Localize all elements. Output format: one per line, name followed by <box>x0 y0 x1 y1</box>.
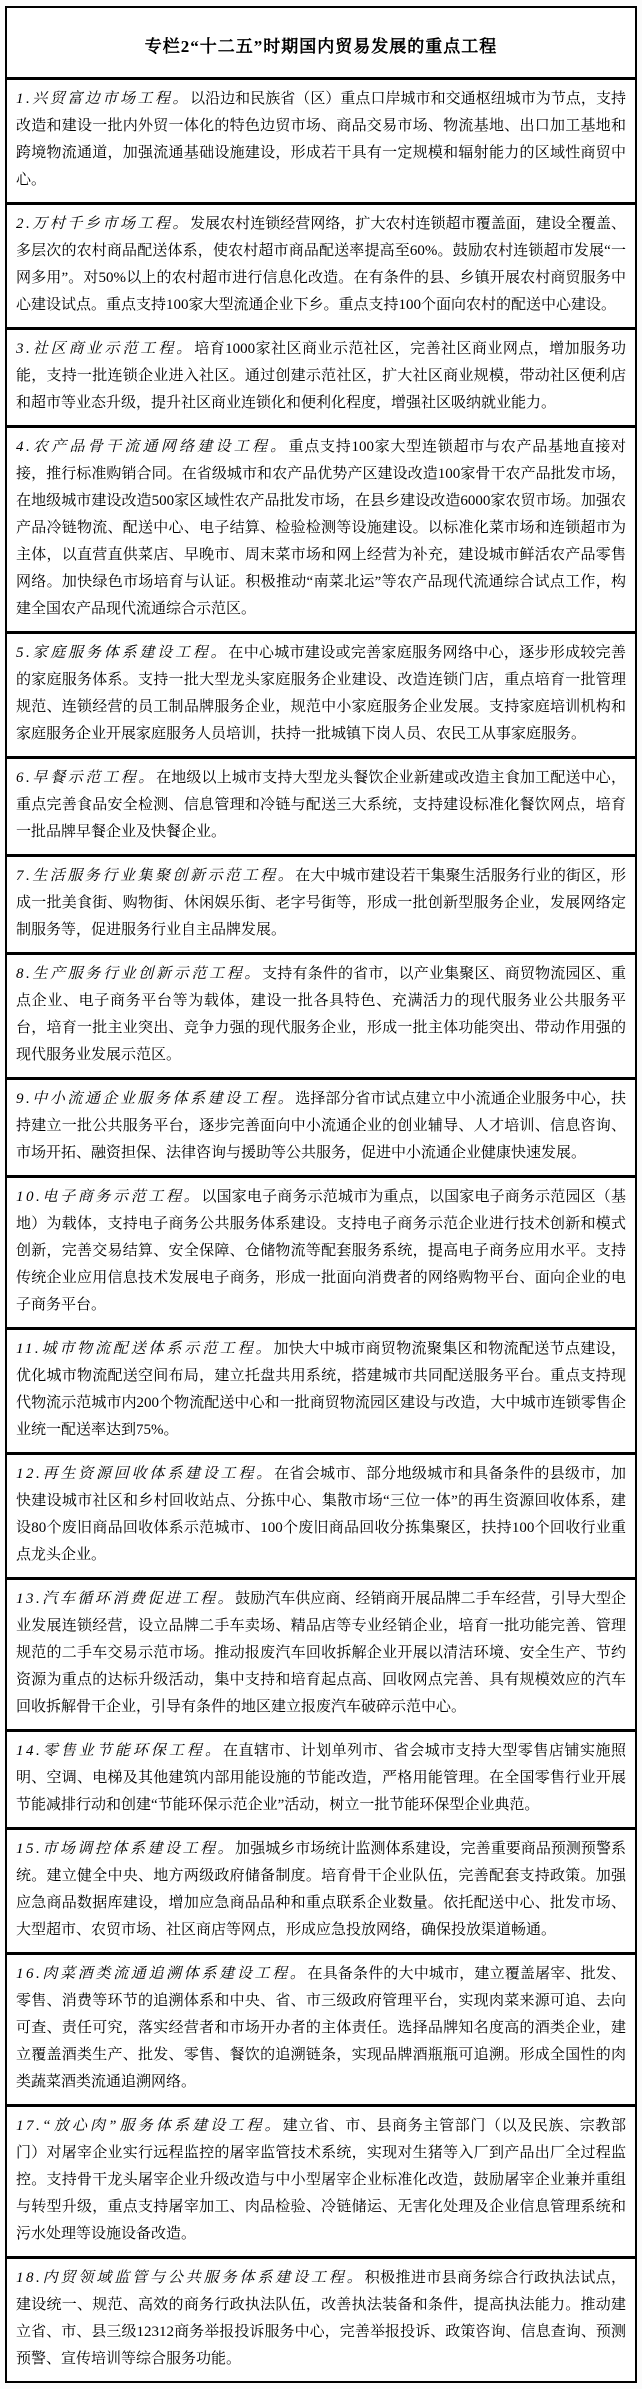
project-name: 9.中小流通企业服务体系建设工程。 <box>16 1091 296 1107</box>
project-text <box>7 759 635 854</box>
project-item-17 <box>7 2104 635 2256</box>
project-text <box>7 1732 635 1827</box>
project-name: 5.家庭服务体系建设工程。 <box>16 645 229 661</box>
project-name: 17.“放心肉”服务体系建设工程。 <box>16 2118 283 2134</box>
project-text <box>7 1830 635 1952</box>
project-text <box>7 634 635 756</box>
project-text <box>7 1455 635 1577</box>
project-body: 鼓励汽车供应商、经销商开展品牌二手车经营，引导大型企业发展连锁经营，设立品牌二手车卖场、精品店等专业经销企业，培育一批功能完善、管理规范的二手车交易示范市场。推动报废汽车回收拆解企业开展以清洁环境、安全生产、节约资源为重点的达标升级活动，集中支持和培育起点高、回收网点完善、具有规模效应的汽车回收拆解骨干企业，引导有条件的地区建立报废汽车破碎示范中心。 <box>16 1591 626 1715</box>
project-text <box>7 1178 635 1327</box>
project-body: 在直辖市、计划单列市、省会城市支持大型零售店铺实施照明、空调、电梯及其他建筑内部用能设施的节能改造，严格用能管理。在全国零售行业开展节能减排行动和创建“节能环保示范企业”活动，树立一批节能环保型企业典范。 <box>16 1743 626 1813</box>
project-item-1 <box>7 80 635 202</box>
project-item-5 <box>7 631 635 756</box>
project-text <box>7 428 635 631</box>
project-text <box>7 2259 635 2381</box>
panel-title: 专栏2“十二五”时期国内贸易发展的重点工程 <box>7 8 635 80</box>
project-body: 发展农村连锁经营网络，扩大农村连锁超市覆盖面，建设全覆盖、多层次的农村商品配送体系，使农村超市商品配送率提高至60%。鼓励农村连锁超市发展“一网多用”。对50%以上的农村超市进行信息化改造。在有条件的县、乡镇开展农村商贸服务中心建设试点。重点支持100家大型流通企业下乡。重点支持100个面向农村的配送中心建设。 <box>16 216 626 313</box>
project-text <box>7 1080 635 1175</box>
project-body: 培育1000家社区商业示范社区，完善社区商业网点，增加服务功能，支持一批连锁企业进入社区。通过创建示范社区，扩大社区商业规模，带动社区便利店和超市等业态升级，提升社区商业连锁化和便利化程度，增强社区吸纳就业能力。 <box>16 341 626 411</box>
project-name: 8.生产服务行业创新示范工程。 <box>16 966 263 982</box>
project-item-16 <box>7 1952 635 2104</box>
project-body: 加快大中城市商贸物流聚集区和物流配送节点建设，优化城市物流配送空间布局，建立托盘共用系统，搭建城市共同配送服务平台。重点支持现代物流示范城市内200个物流配送中心和一批商贸物流园区建设与改造，大中城市连锁零售企业统一配送率达到75%。 <box>16 1341 626 1438</box>
project-body: 支持有条件的省市，以产业集聚区、商贸物流园区、重点企业、电子商务平台等为载体，建设一批各具特色、充满活力的现代服务业公共服务平台，培育一批主业突出、竞争力强的现代服务企业，形成一批主体功能突出、带动作用强的现代服务业发展示范区。 <box>16 966 626 1063</box>
project-name: 18.内贸领域监管与公共服务体系建设工程。 <box>16 2270 365 2286</box>
project-name: 1.兴贸富边市场工程。 <box>16 91 191 107</box>
project-name: 7.生活服务行业集聚创新示范工程。 <box>16 868 296 884</box>
project-text <box>7 330 635 425</box>
project-body: 在省会城市、部分地级城市和具备条件的县级市，加快建设城市社区和乡村回收站点、分拣中心、集散市场“三位一体”的再生资源回收体系，建设80个废旧商品回收体系示范城市、100个废旧商品回收分拣集聚区，扶持100个回收行业重点龙头企业。 <box>16 1466 626 1563</box>
project-name: 13.汽车循环消费促进工程。 <box>16 1591 236 1607</box>
project-name: 14.零售业节能环保工程。 <box>16 1743 223 1759</box>
project-body: 在大中城市建设若干集聚生活服务行业的街区，形成一批美食街、购物街、休闲娱乐街、老字号街等，形成一批创新型服务企业，发展网络定制服务等，促进服务行业自主品牌发展。 <box>16 868 626 938</box>
project-text <box>7 1580 635 1729</box>
project-item-2 <box>7 202 635 327</box>
project-name: 12.再生资源回收体系建设工程。 <box>16 1466 275 1482</box>
project-name: 6.早餐示范工程。 <box>16 770 157 786</box>
project-name: 16.肉菜酒类流通追溯体系建设工程。 <box>16 1966 308 1982</box>
project-text <box>7 1955 635 2104</box>
project-item-10 <box>7 1175 635 1327</box>
project-item-12 <box>7 1452 635 1577</box>
project-item-4 <box>7 425 635 631</box>
project-name: 15.市场调控体系建设工程。 <box>16 1841 236 1857</box>
project-item-11 <box>7 1327 635 1452</box>
project-body: 选择部分省市试点建立中小流通企业服务中心，扶持建立一批公共服务平台，逐步完善面向中小流通企业的创业辅导、人才培训、信息咨询、市场开拓、融资担保、法律咨询与援助等公共服务，促进中小流通企业健康快速发展。 <box>16 1091 626 1161</box>
project-body: 以沿边和民族省（区）重点口岸城市和交通枢纽城市为节点，支持改造和建设一批内外贸一体化的特色边贸市场、商品交易市场、物流基地、出口加工基地和跨境物流通道，加强流通基础设施建设，形成若干具有一定规模和辐射能力的区域性商贸中心。 <box>16 91 626 188</box>
project-item-6 <box>7 756 635 854</box>
project-body: 以国家电子商务示范城市为重点，以国家电子商务示范园区（基地）为载体，支持电子商务公共服务体系建设。支持电子商务示范企业进行技术创新和模式创新，完善交易结算、安全保障、仓储物流等配套服务系统，提高电子商务应用水平。支持传统企业应用信息技术发展电子商务，形成一批面向消费者的网络购物平台、面向企业的电子商务平台。 <box>16 1189 626 1313</box>
project-item-15 <box>7 1827 635 1952</box>
project-text <box>7 857 635 952</box>
project-text <box>7 955 635 1077</box>
project-text <box>7 2107 635 2256</box>
project-body: 积极推进市县商务综合行政执法试点，建设统一、规范、高效的商务行政执法队伍，改善执法装备和条件，提高执法能力。推动建立省、市、县三级12312商务举报投诉服务中心，完善举报投诉、政策咨询、信息查询、预测预警、宣传培训等综合服务功能。 <box>16 2270 626 2367</box>
project-name: 4.农产品骨干流通网络建设工程。 <box>16 439 289 455</box>
project-name: 3.社区商业示范工程。 <box>16 341 195 357</box>
project-body: 建立省、市、县商务主管部门（以及民族、宗教部门）对屠宰企业实行远程监控的屠宰监管技术系统，实现对生猪等入厂到产品出厂全过程监控。支持骨干龙头屠宰企业升级改造与中小型屠宰企业标准化改造，鼓励屠宰企业兼并重组与转型升级，重点支持屠宰加工、肉品检验、冷链储运、无害化处理及企业信息管理系统和污水处理等设施设备改造。 <box>16 2118 626 2242</box>
project-item-8 <box>7 952 635 1077</box>
project-body: 重点支持100家大型连锁超市与农产品基地直接对接，推行标准购销合同。在省级城市和农产品优势产区建设改造100家骨干农产品批发市场，在地级城市建设改造500家区域性农产品批发市场，在县乡建设改造6000家农贸市场。加强农产品冷链物流、配送中心、电子结算、检验检测等设施建设。以标准化菜市场和连锁超市为主体，以直营直供菜店、早晚市、周末菜市场和网上经营为补充，建设城市鲜活农产品零售网络。加快绿色市场培育与认证。积极推动“南菜北运”等农产品现代流通综合试点工作，构建全国农产品现代流通综合示范区。 <box>16 439 626 617</box>
project-body: 在地级以上城市支持大型龙头餐饮企业新建或改造主食加工配送中心，重点完善食品安全检测、信息管理和冷链与配送三大系统，支持建设标准化餐饮网点，培育一批品牌早餐企业及快餐企业。 <box>16 770 626 840</box>
project-item-14 <box>7 1729 635 1827</box>
project-item-3 <box>7 327 635 425</box>
project-text <box>7 205 635 327</box>
project-item-9 <box>7 1077 635 1175</box>
project-name: 10.电子商务示范工程。 <box>16 1189 202 1205</box>
project-body: 在具备条件的大中城市，建立覆盖屠宰、批发、零售、消费等环节的追溯体系和中央、省、市三级政府管理平台，实现肉菜来源可追、去向可查、责任可究，落实经营者和市场开办者的主体责任。选择品牌知名度高的酒类企业，建立覆盖酒类生产、批发、零售、餐饮的追溯链条，实现品牌酒瓶瓶可追溯。形成全国性的肉类蔬菜酒类流通追溯网络。 <box>16 1966 626 2090</box>
project-name: 2.万村千乡市场工程。 <box>16 216 191 232</box>
project-body: 加强城乡市场统计监测体系建设，完善重要商品预测预警系统。建立健全中央、地方两级政府储备制度。培育骨干企业队伍，完善配套支持政策。加强应急商品数据库建设，增加应急商品品种和重点联系企业数量。依托配送中心、批发市场、大型超市、农贸市场、社区商店等网点，形成应急投放网络，确保投放渠道畅通。 <box>16 1841 626 1938</box>
project-text <box>7 1330 635 1452</box>
project-item-18 <box>7 2256 635 2381</box>
project-item-7 <box>7 854 635 952</box>
key-projects-panel <box>5 6 637 2383</box>
project-item-13 <box>7 1577 635 1729</box>
project-body: 在中心城市建设或完善家庭服务网络中心，逐步形成较完善的家庭服务体系。支持一批大型龙头家庭服务企业建设、改造连锁门店，重点培育一批管理规范、连锁经营的员工制品牌服务企业，规范中小家庭服务企业发展。支持家庭培训机构和家庭服务企业开展家庭服务人员培训，扶持一批城镇下岗人员、农民工从事家庭服务。 <box>16 645 626 742</box>
project-text <box>7 80 635 202</box>
project-name: 11.城市物流配送体系示范工程。 <box>16 1341 274 1357</box>
